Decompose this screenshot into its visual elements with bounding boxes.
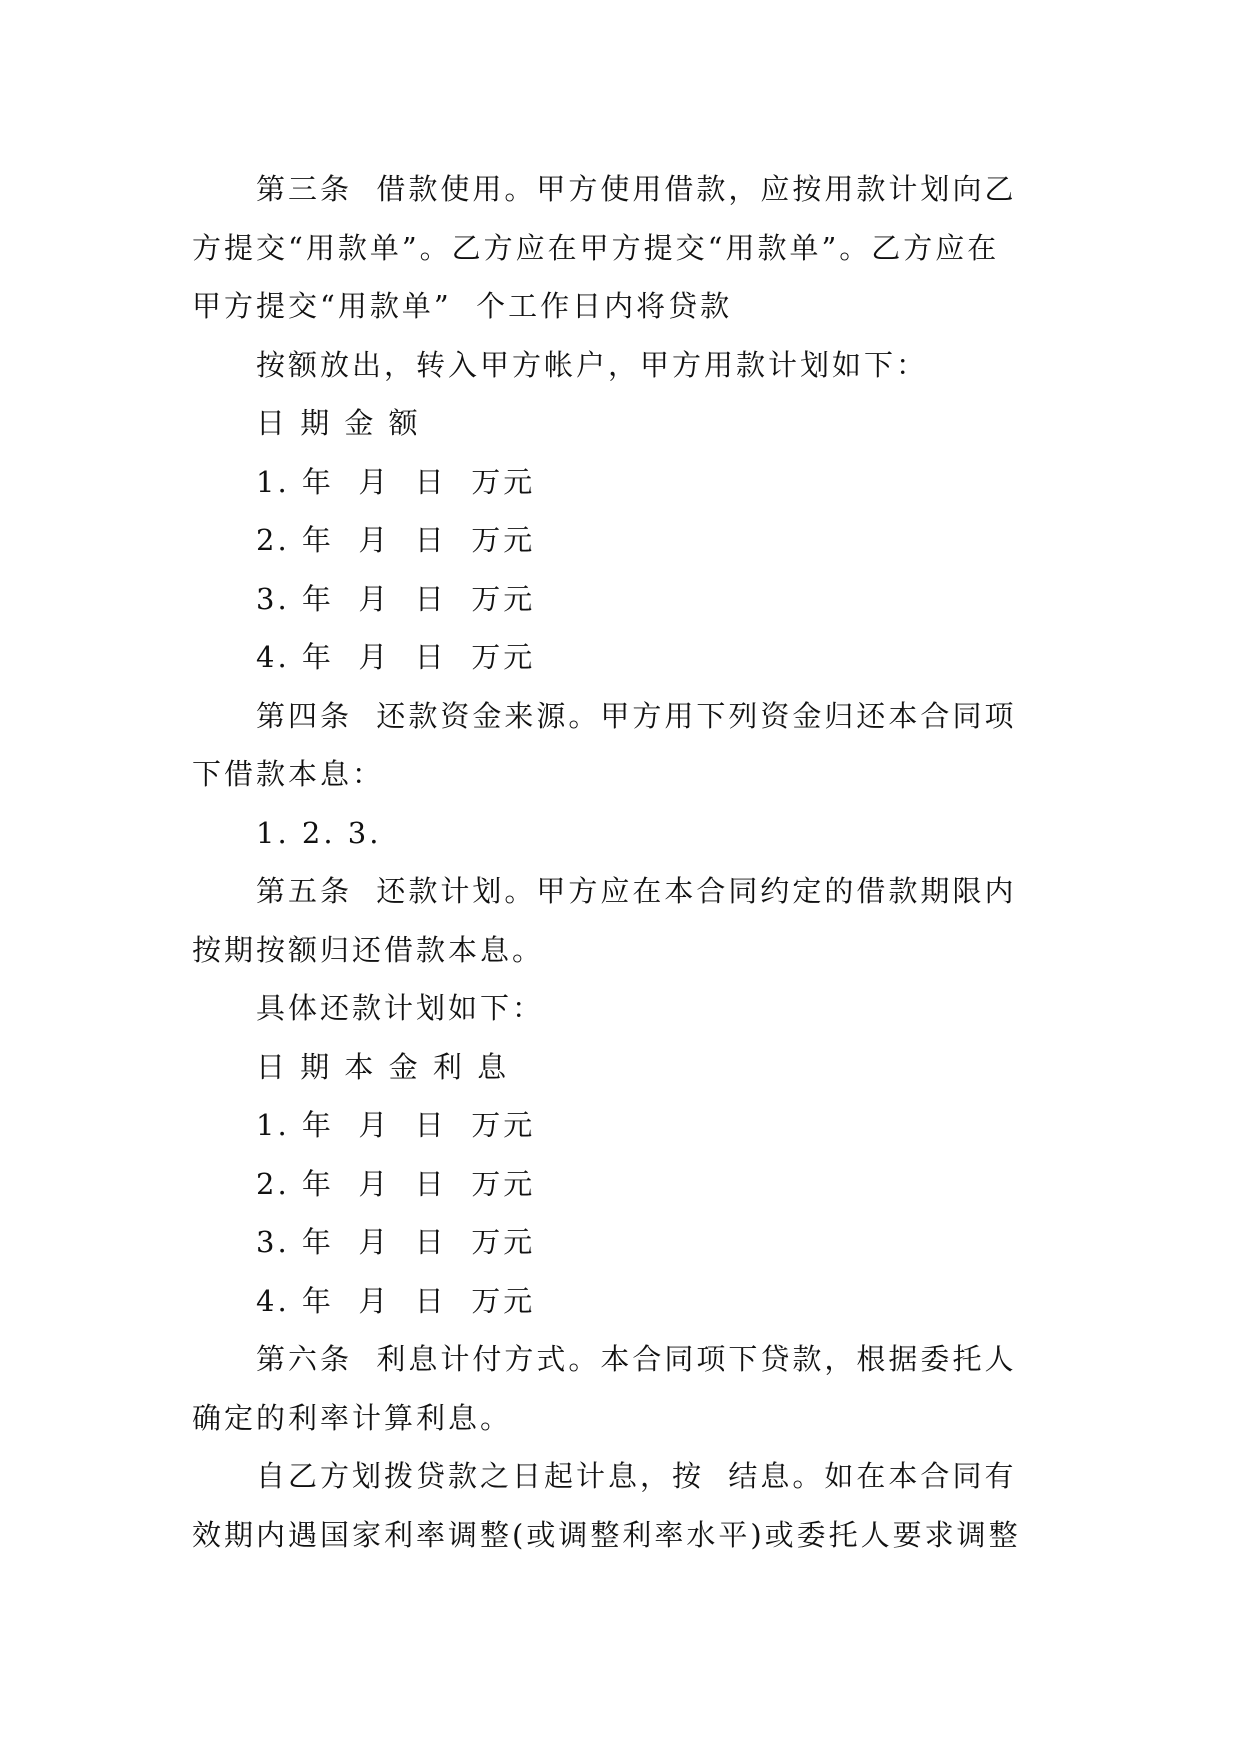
article-6-line-2: 确定的利率计算利息。 [192,1400,513,1435]
article-6-line-3: 自乙方划拨贷款之日起计息，按 结息。如在本合同有 [256,1459,1017,1493]
article-5-line-2: 按期按额归还借款本息。 [192,932,545,967]
repayment-plan-row-3: 3. 年 月 日 万元 [256,1225,536,1259]
article-5-line-1: 第五条 还款计划。甲方应在本合同约定的借款期限内 [256,874,1017,908]
repayment-plan-row-1: 1. 年 月 日 万元 [256,1108,536,1142]
article-4-line-2: 下借款本息： [192,757,385,791]
article-4-line-1: 第四条 还款资金来源。甲方用下列资金归还本合同项 [256,698,1017,733]
article-4-items: 1. 2. 3. [256,815,382,850]
repayment-plan-row-4: 4. 年 月 日 万元 [256,1283,536,1318]
article-6-line-1: 第六条 利息计付方式。本合同项下贷款，根据委托人 [256,1342,1017,1376]
repayment-plan-row-2: 2. 年 月 日 万元 [256,1166,536,1201]
loan-plan-header: 日 期 金 额 [256,406,421,440]
article-6-line-4: 效期内遇国家利率调整(或调整利率水平)或委托人要求调整 [192,1517,1021,1552]
article-3-line-2: 方提交“用款单”。乙方应在甲方提交“用款单”。乙方应在 [192,230,1000,265]
loan-plan-row-2: 2. 年 月 日 万元 [256,523,536,557]
repayment-plan-intro: 具体还款计划如下： [256,991,545,1025]
document-page [192,160,1054,1564]
article-3-line-1: 第三条 借款使用。甲方使用借款，应按用款计划向乙 [256,172,1017,206]
loan-plan-row-4: 4. 年 月 日 万元 [256,640,536,674]
loan-plan-row-1: 1. 年 月 日 万元 [256,464,536,499]
repayment-plan-header: 日 期 本 金 利 息 [256,1049,510,1084]
loan-plan-row-3: 3. 年 月 日 万元 [256,581,536,616]
article-3-line-3: 甲方提交“用款单” 个工作日内将贷款 [192,289,733,323]
article-3-line-4: 按额放出，转入甲方帐户，甲方用款计划如下： [256,347,929,382]
